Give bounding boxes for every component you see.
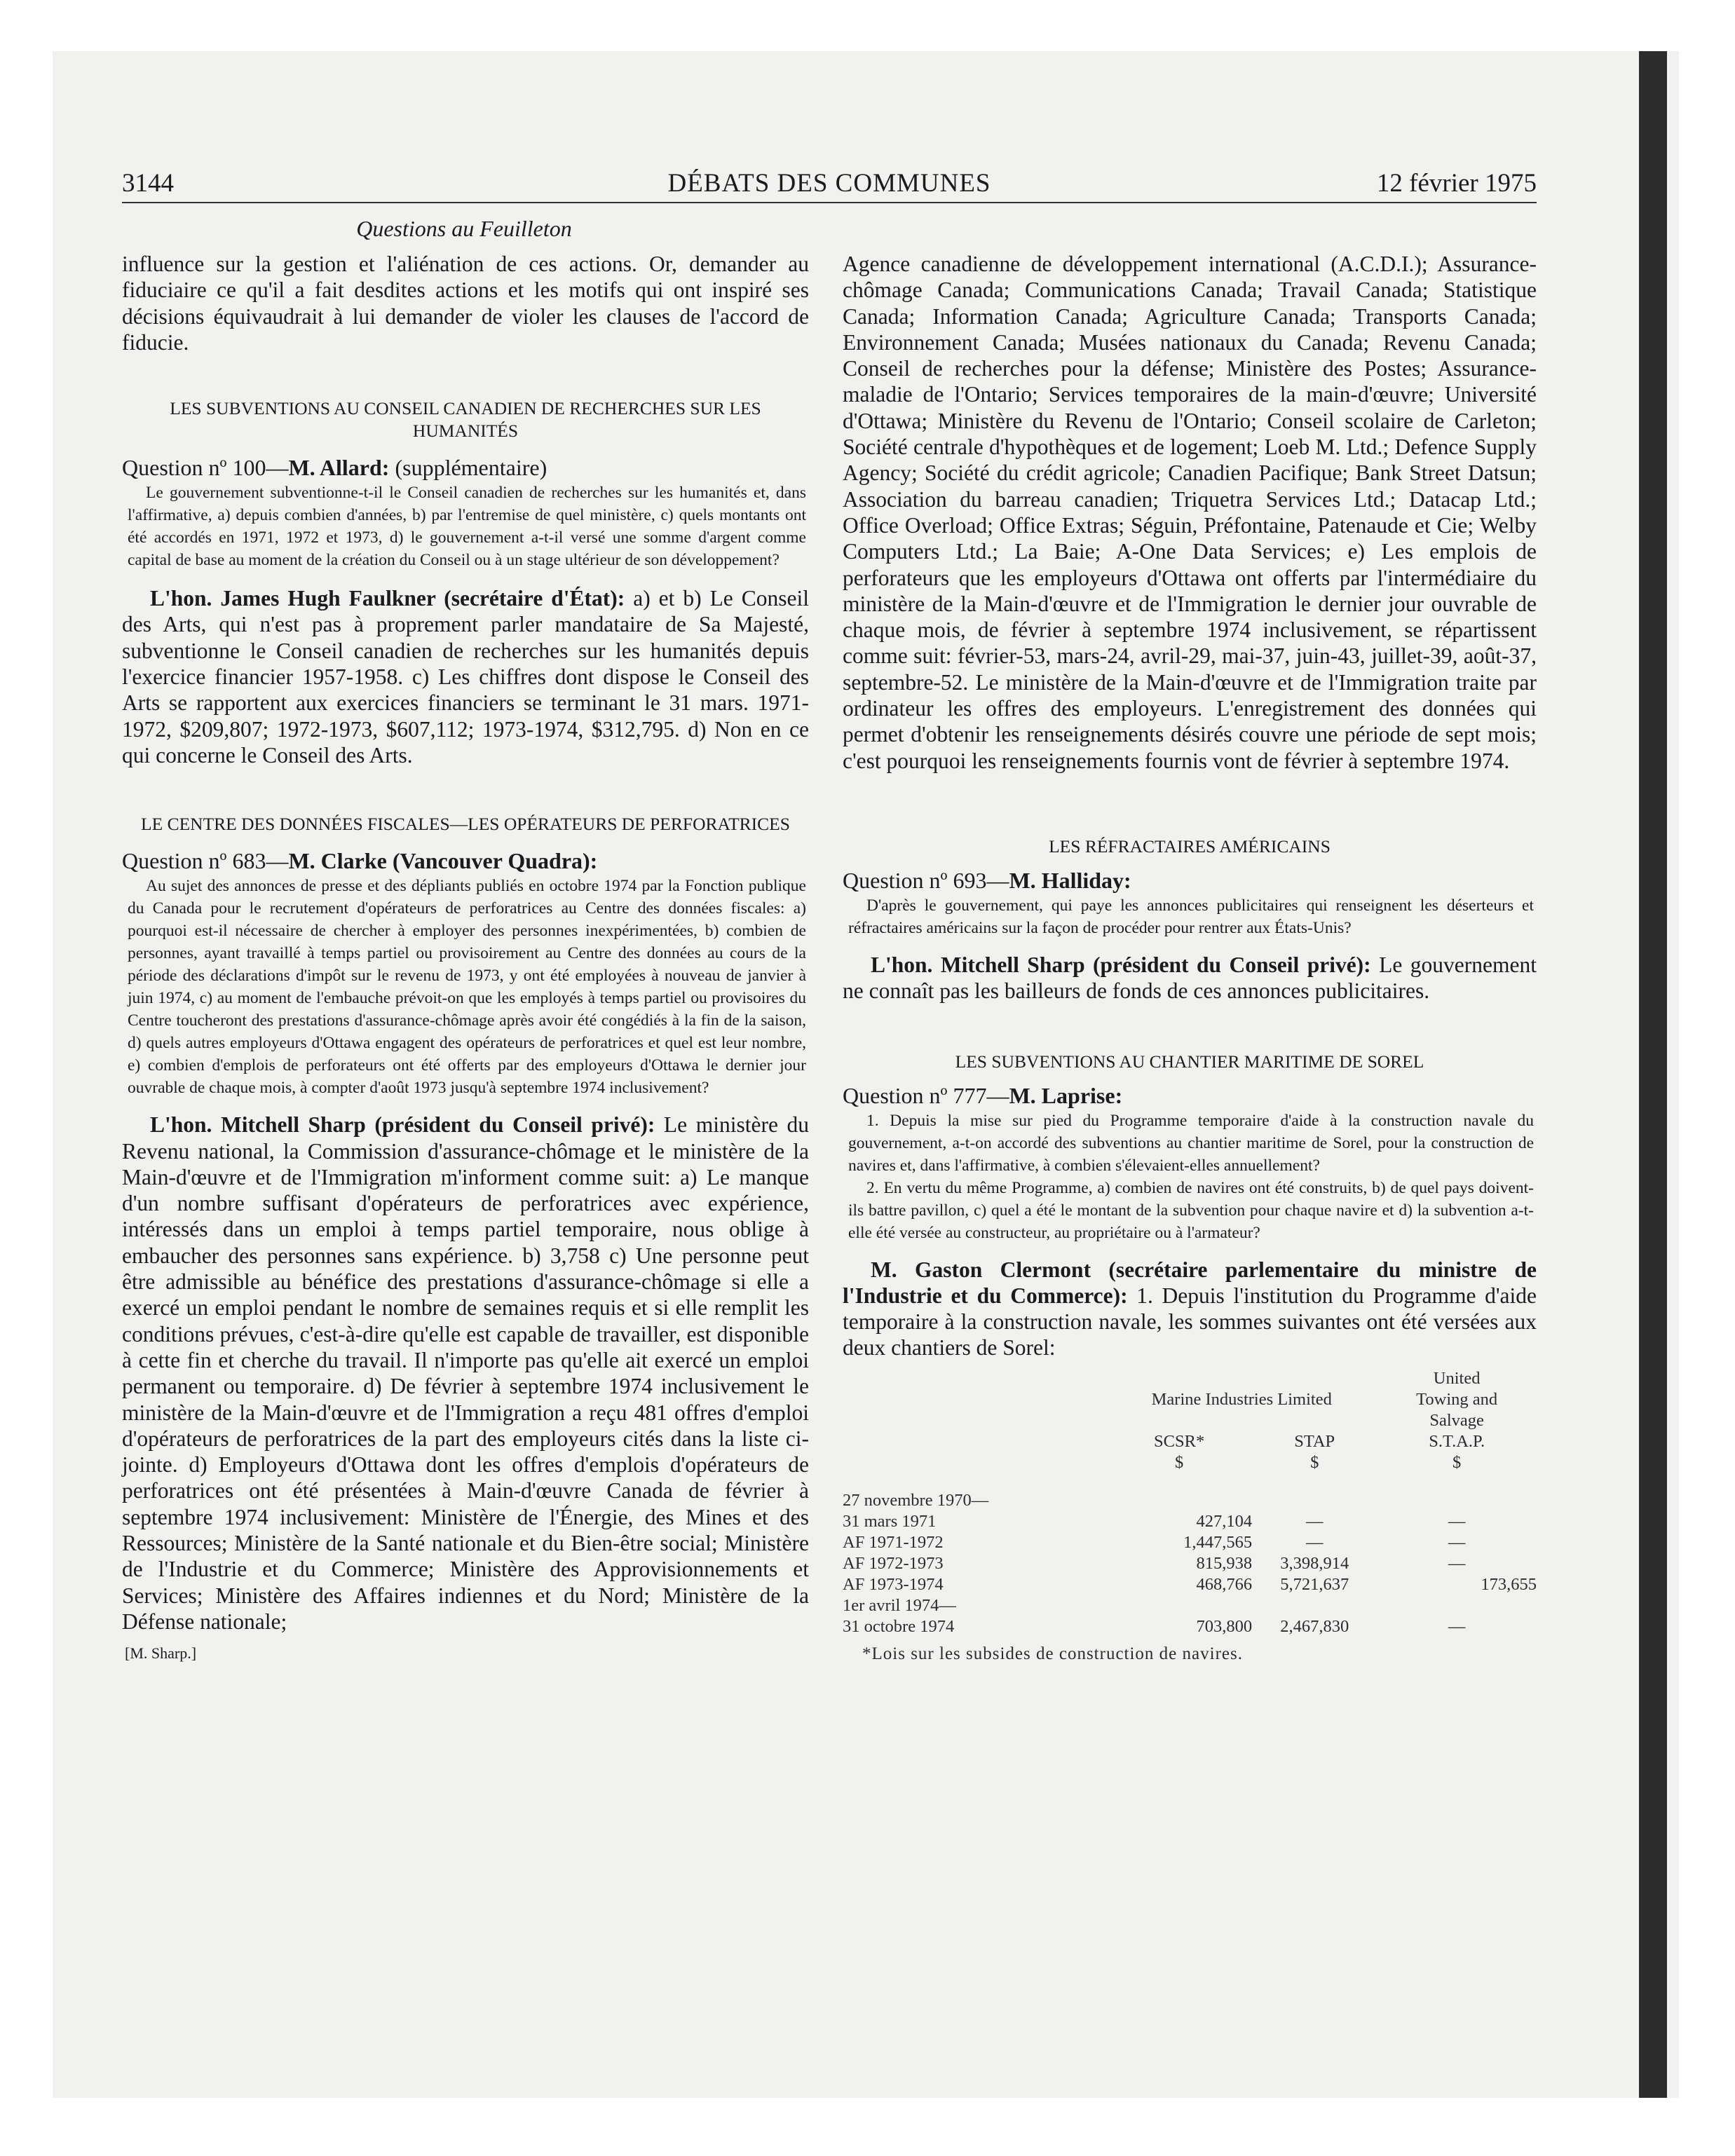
table-row <box>843 1511 1537 1532</box>
cell-scsr: 427,104 <box>1196 1511 1253 1531</box>
unit-label: $ <box>1175 1452 1184 1472</box>
unit-label: $ <box>1452 1452 1462 1472</box>
row-period: 31 octobre 1974 <box>843 1616 955 1636</box>
cell-stap: 3,398,914 <box>1280 1553 1349 1573</box>
column-header-scsr: SCSR* <box>1154 1431 1205 1451</box>
row-period: AF 1972-1973 <box>843 1553 944 1573</box>
cell-united: — <box>1448 1511 1466 1531</box>
cell-scsr: 1,447,565 <box>1183 1532 1253 1552</box>
employers-list-paragraph: Agence canadienne de développement international (A.C.D.I.); Assurance-chômage Canada; Communications Canada; Travail Canada; Statistique Canada; Information Canada; Agriculture Canada; Transports Canada; Environnement Canada; Musées nationaux du Canada; Revenu Canada; Conseil de recherches pour la défense; Ministère des Postes; Assurance-maladie de l'Ontario; Services temporaires de la main-d'œuvre; Université d'Ottawa; Ministère du Revenu de l'Ontario; Conseil scolaire de Carleton; Société centrale d'hypothèques et de logement; Loeb M. Ltd.; Defence Supply Agency; Société du crédit agricole; Canadien Pacifique; Bank Street Datsun; Association du barreau canadien; Triquetra Services Ltd.; Datacap Ltd.; Office Overload; Office Extras; Séguin, Préfontaine, Patenaude et Cie; Welby Computers Ltd.; La Baie; A-One Data Services; e) Les emplois de perforateurs que les employeurs d'Ottawa ont offerts par l'intermédiaire du ministère de la Main-d'œuvre et de l'Immigration le dernier jour ouvrable de chaque mois, de février à septembre 1974 inclusivement, se répartissent comme suit: février-53, mars-24, avril-29, mai-37, juin-43, juillet-39, août-37, septembre-52. Le ministère de la Main-d'œuvre et de l'Immigration traite par ordinateur les offres des employeurs. L'enregistrement des données qui permet d'obtenir les renseignements désirés couvre une période de sept mois; c'est pourquoi les renseignements fournis vont de février à septembre 1974. <box>843 252 1537 773</box>
table-row <box>843 1616 1537 1637</box>
table-spacer <box>843 1473 1537 1490</box>
publication-title: DÉBATS DES COMMUNES <box>667 169 991 198</box>
table-header-row <box>843 1431 1537 1452</box>
question-693-text: D'après le gouvernement, qui paye les annonces publicitaires qui renseignent les déserteurs et réfractaires américains sur la façon de procéder pour rentrer aux États-Unis? <box>848 896 1534 937</box>
question-777-line <box>843 1082 1537 1110</box>
heading-subventions-humanites: LES SUBVENTIONS AU CONSEIL CANADIEN DE RECHERCHES SUR LES HUMANITÉS <box>170 398 761 442</box>
cell-united: — <box>1448 1616 1466 1636</box>
running-header <box>122 168 1537 202</box>
unit-label: $ <box>1310 1452 1319 1472</box>
question-member: M. Laprise: <box>1009 1082 1123 1108</box>
cell-united: 173,655 <box>1481 1574 1537 1594</box>
table-unit-row <box>843 1452 1537 1473</box>
question-100-text: Le gouvernement subventionne-t-il le Conseil canadien de recherches sur les humanités et, dans l'affirmative, a) depuis combien d'années, b) par l'entremise de quel ministère, c) quels montants ont été accordés en 1971, 1972 et 1973, d) le gouvernement a-t-il versé une somme d'argent comme capital de base au moment de la création du Conseil ou à un stage ultérieur de son développement? <box>128 484 806 570</box>
group-header-united-l1: United <box>1433 1368 1481 1388</box>
answer-text: a) et b) Le Conseil des Arts, qui n'est pas à proprement parler mandataire de Sa Majesté, subventionne le Conseil canadien de recherches sur les humanités depuis l'exercice financier 1957-1958. c) Les chiffres dont dispose le Conseil des Arts se rapportent aux exercices financiers se terminant le 31 mars. 1971-1972, $209,807; 1972-1973, $607,112; 1973-1974, $312,795. d) Non en ce qui concerne le Conseil des Arts. <box>122 586 810 767</box>
answer-speaker: M. Gaston Clermont (secrétaire parlementaire du ministre de l'Industrie et du Commerce): <box>843 1257 1537 1308</box>
table-row <box>843 1490 1537 1511</box>
question-777-part1: 1. Depuis la mise sur pied du Programme temporaire d'aide à la construction navale du gouvernement, a-t-on accordé des subventions au chantier maritime de Sorel, pour la construction de navires et, dans l'affirmative, à combien s'élevaient-elles annuellement? <box>848 1111 1534 1175</box>
group-header-united-l2: Towing and <box>1416 1389 1498 1409</box>
answer-text: Le ministère du Revenu national, la Commission d'assurance-chômage et le ministère de la Main-d'œuvre et de l'Immigration m'informent comme suit: a) Le manque d'un nombre suffisant d'opérateurs de perforatrices avec expérience, intéressés dans un emploi à temps partiel temporaire, nous oblige à embaucher des personnes sans expérience. b) 3,758 c) Une personne peut être admissible au bénéfice des prestations d'assurance-chômage si elle a exercé un emploi pendant le nombre de semaines requis et si elle remplit les conditions prévues, c'est-à-dire qu'elle est capable de travailler, est disponible à cette fin et cherche du travail. Il n'importe pas qu'elle ait exercé un emploi permanent ou temporaire. d) De février à septembre 1974 inclusivement le ministère de la Main-d'œuvre et de l'Immigration a reçu 481 offres d'emploi d'opérateurs de perforatrices de la part des employeurs cités dans la liste ci-jointe. d) Employeurs d'Ottawa dont les offres d'emplois d'opérateurs de perforatrices ont été présentées à Main-d'œuvre Canada de février à septembre 1974 inclusivement: Ministère de l'Énergie, des Mines et des Ressources; Ministère de la Santé nationale et du Bien-être social; Ministère de l'Industrie et du Commerce; Ministère des Approvisionnements et Services; Ministère des Affaires indiennes et du Nord; Ministère de la Défense nationale; <box>122 1112 809 1634</box>
question-number: Question nº 100— <box>122 455 289 481</box>
header-rule <box>122 202 1537 203</box>
right-column <box>843 251 1537 1664</box>
answer-speaker: L'hon. Mitchell Sharp (président du Conseil privé): <box>150 1112 655 1138</box>
table-footnote: *Lois sur les subsides de construction de navires. <box>862 1644 1243 1663</box>
heading-refractaires: LES RÉFRACTAIRES AMÉRICAINS <box>1049 835 1331 857</box>
row-period: AF 1971-1972 <box>843 1532 944 1552</box>
issue-date: 12 février 1975 <box>1376 169 1537 198</box>
table-header-row <box>843 1389 1537 1410</box>
heading-chantier-sorel: LES SUBVENTIONS AU CHANTIER MARITIME DE SOREL <box>955 1051 1424 1072</box>
answer-683 <box>122 1112 809 1635</box>
left-column <box>122 251 809 1663</box>
question-100-line <box>122 453 809 482</box>
question-member: M. Halliday: <box>1009 867 1131 893</box>
cell-scsr: 468,766 <box>1196 1574 1253 1594</box>
scan-edge <box>1639 51 1667 2098</box>
question-683-line <box>122 847 809 875</box>
cell-stap: 2,467,830 <box>1280 1616 1349 1636</box>
column-header-united-stap: S.T.A.P. <box>1429 1431 1485 1451</box>
section-label: Questions au Feuilleton <box>356 216 572 241</box>
table-header-row <box>843 1368 1537 1389</box>
question-693-line <box>843 866 1537 894</box>
cell-scsr: 703,800 <box>1196 1616 1253 1636</box>
table-row <box>843 1574 1537 1595</box>
answer-693 <box>843 952 1537 1004</box>
heading-donnees-fiscales: LE CENTRE DES DONNÉES FISCALES—LES OPÉRATEURS DE PERFORATRICES <box>141 814 790 835</box>
answer-text: 1. Depuis l'institution du Programme d'aide temporaire à la construction navale, les sommes suivantes ont été versées aux deux chantiers de Sorel: <box>843 1283 1537 1360</box>
row-period: 1er avril 1974— <box>843 1595 956 1615</box>
answer-text: Le gouvernement ne connaît pas les bailleurs de fonds de ces annonces publicitaires. <box>843 952 1537 1004</box>
answer-777 <box>843 1257 1537 1361</box>
cell-scsr: 815,938 <box>1196 1553 1253 1573</box>
cell-stap: — <box>1305 1511 1324 1531</box>
answer-100 <box>122 585 809 768</box>
page-number: 3144 <box>122 169 174 198</box>
table-header-row <box>843 1410 1537 1431</box>
cell-united: — <box>1448 1553 1466 1573</box>
subsidies-table <box>843 1368 1537 1637</box>
question-777-part2: 2. En vertu du même Programme, a) combien de navires ont été construits, b) de quel pays doivent-ils battre pavillon, c) quel a été le montant de la subvention pour chaque navire et d) la subvention a-t-elle été versée au constructeur, au propriétaire ou à l'armateur? <box>848 1178 1534 1242</box>
row-period: 27 novembre 1970— <box>843 1490 989 1510</box>
row-period: 31 mars 1971 <box>843 1511 937 1531</box>
group-header-marine: Marine Industries Limited <box>1151 1389 1332 1409</box>
answer-speaker: L'hon. Mitchell Sharp (président du Conseil privé): <box>871 952 1371 977</box>
group-header-united-l3: Salvage <box>1429 1410 1484 1430</box>
question-number: Question nº 693— <box>843 867 1009 893</box>
question-member: M. Allard: <box>288 455 390 481</box>
question-number: Question nº 683— <box>122 848 289 874</box>
row-period: AF 1973-1974 <box>843 1574 944 1594</box>
cell-stap: — <box>1305 1532 1324 1552</box>
question-member: M. Clarke (Vancouver Quadra): <box>288 848 598 874</box>
question-number: Question nº 777— <box>843 1082 1009 1108</box>
cell-united: — <box>1448 1532 1466 1552</box>
answer-speaker: L'hon. James Hugh Faulkner (secrétaire d'État): <box>150 586 625 611</box>
table-row <box>843 1595 1537 1616</box>
question-683-text: Au sujet des annonces de presse et des dépliants publiés en octobre 1974 par la Fonction publique du Canada pour le recrutement d'opérateurs de perforatrices au Centre des données fiscales: a) pourquoi est-il nécessaire de chercher à employer des personnes inexpérimentées, b) combien de personnes, ayant travaillé à temps partiel ou provisoirement au Centre des données au cours de la période des déclarations d'impôt sur le revenu de 1973, y ont été employées à nouveau de janvier à juin 1974, c) au moment de l'embauche prévoit-on que les employés à temps partiel ou provisoires du Centre toucheront des prestations d'assurance-chômage après avoir été congédiés à la fin de la saison, d) quels autres employeurs d'Ottawa engagent des opérateurs de perforatrices et quel est leur nombre, e) combien d'emplois de perforateurs ont été offerts par des employeurs d'Ottawa le dernier jour ouvrable de chaque mois, à compter d'août 1973 jusqu'à septembre 1974 inclusivement? <box>128 877 806 1098</box>
speaker-marker: [M. Sharp.] <box>125 1644 197 1663</box>
continued-paragraph: influence sur la gestion et l'aliénation de ces actions. Or, demander au fiduciaire ce qu'il a fait desdites actions et les motifs qui ont inspiré ses décisions équivaudrait à lui demander de violer les clauses de l'accord de fiducie. <box>122 252 809 355</box>
question-suffix: (supplémentaire) <box>389 455 547 481</box>
column-header-stap: STAP <box>1294 1431 1335 1451</box>
table-row <box>843 1553 1537 1574</box>
table-row <box>843 1532 1537 1553</box>
cell-stap: 5,721,637 <box>1280 1574 1349 1594</box>
